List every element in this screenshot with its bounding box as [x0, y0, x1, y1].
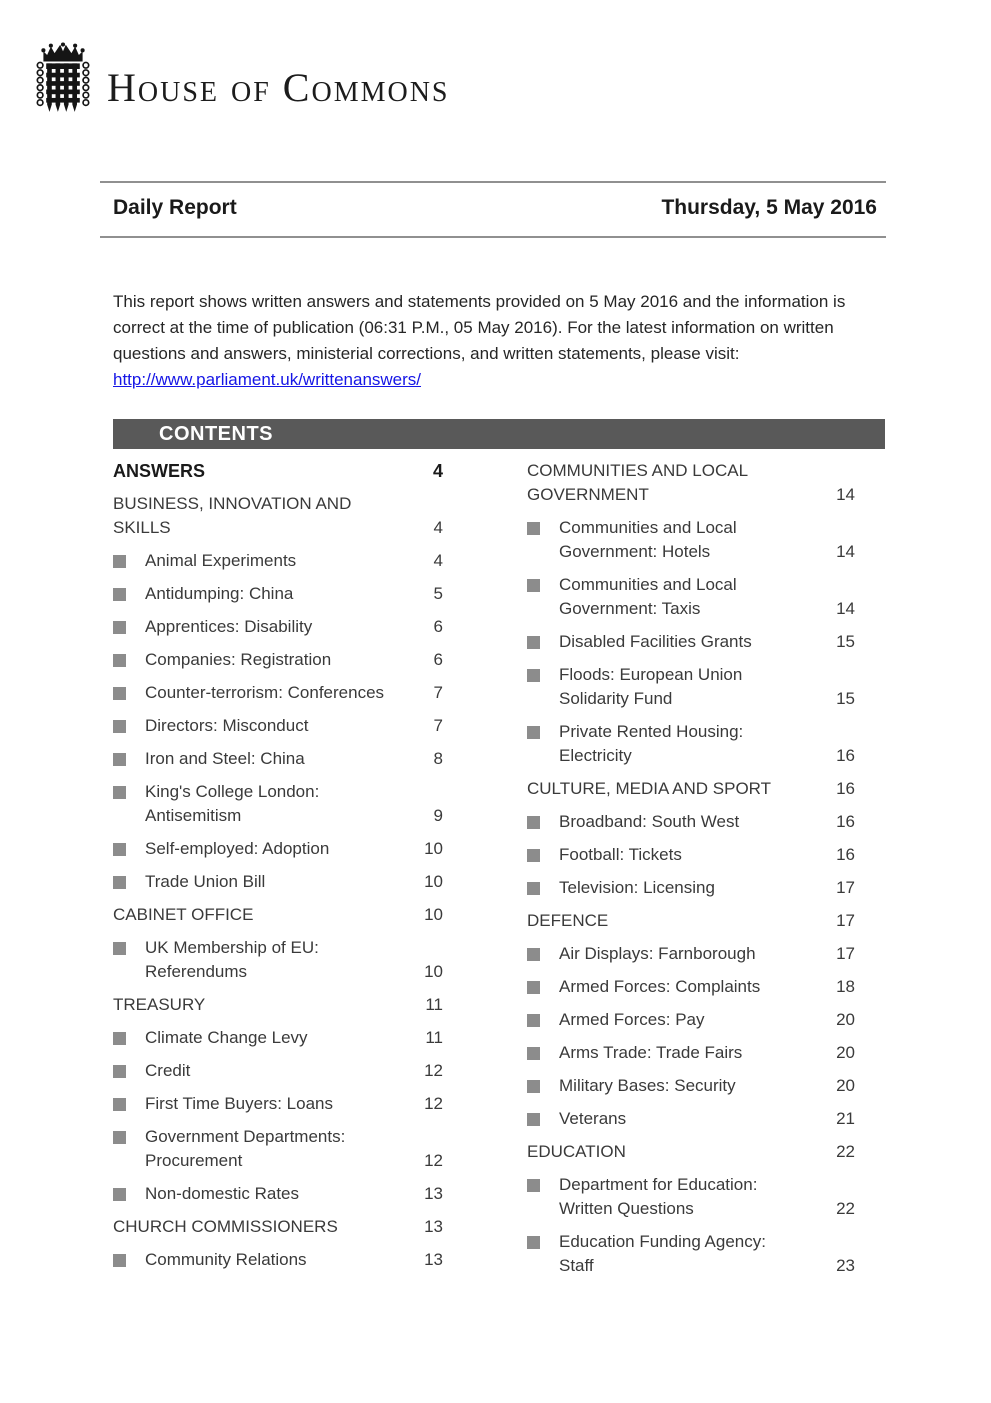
toc-entry[interactable] [113, 648, 443, 672]
toc-entry-label: Government Departments: Procurement [145, 1127, 346, 1170]
bullet-square-icon [527, 882, 540, 895]
toc-entry-page: 17 [836, 944, 855, 963]
toc-entry-label: EDUCATION [527, 1142, 626, 1161]
toc-entry[interactable] [527, 876, 855, 900]
toc-entry-label: Military Bases: Security [559, 1076, 736, 1095]
toc-entry[interactable] [527, 1074, 855, 1098]
toc-entry[interactable] [527, 1140, 855, 1164]
toc-entry[interactable] [113, 615, 443, 639]
bullet-square-icon [527, 1236, 540, 1249]
toc-column-left [113, 459, 443, 1287]
bullet-square-icon [113, 654, 126, 667]
toc-entry-label: King's College London: Antisemitism [145, 782, 320, 825]
toc-entry-page: 20 [836, 1043, 855, 1062]
toc-entry-page: 20 [836, 1010, 855, 1029]
toc-entry[interactable] [113, 1248, 443, 1272]
bullet-square-icon [113, 555, 126, 568]
toc-entry-label: Broadband: South West [559, 812, 740, 831]
toc-entry-page: 4 [433, 551, 443, 570]
toc-entry-label: Iron and Steel: China [145, 749, 305, 768]
toc-entry[interactable] [113, 549, 443, 573]
toc-entry-page: 5 [433, 584, 443, 603]
bullet-square-icon [527, 1014, 540, 1027]
toc-entry-page: 13 [424, 1250, 443, 1269]
toc-entry[interactable] [527, 1041, 855, 1065]
toc-entry[interactable] [113, 1125, 443, 1173]
toc-entry[interactable] [527, 942, 855, 966]
toc-entry[interactable] [113, 780, 443, 828]
toc-entry[interactable] [113, 1092, 443, 1116]
toc-entry-label: BUSINESS, INNOVATION AND SKILLS [113, 494, 352, 537]
bullet-square-icon [527, 948, 540, 961]
toc-entry-label: Apprentices: Disability [145, 617, 313, 636]
toc-entry[interactable] [113, 993, 443, 1017]
bullet-square-icon [113, 720, 126, 733]
toc-entry-label: ANSWERS [113, 461, 206, 481]
bullet-square-icon [113, 621, 126, 634]
toc-entry-page: 17 [836, 878, 855, 897]
bullet-square-icon [527, 981, 540, 994]
table-of-contents [113, 459, 855, 1287]
toc-entry-label: Television: Licensing [559, 878, 715, 897]
toc-column-right [527, 459, 855, 1287]
toc-entry-page: 16 [836, 746, 855, 765]
toc-entry-page: 7 [433, 683, 443, 702]
toc-entry-page: 23 [836, 1256, 855, 1275]
toc-entry-page: 18 [836, 977, 855, 996]
toc-entry[interactable] [527, 1230, 855, 1278]
toc-entry-page: 12 [424, 1094, 443, 1113]
toc-entry-label: CHURCH COMMISSIONERS [113, 1217, 338, 1236]
toc-entry-page: 12 [424, 1151, 443, 1170]
toc-entry-label: Self-employed: Adoption [145, 839, 330, 858]
toc-entry-label: Arms Trade: Trade Fairs [559, 1043, 743, 1062]
org-header [35, 42, 450, 129]
toc-entry[interactable] [113, 1215, 443, 1239]
bullet-square-icon [113, 1032, 126, 1045]
toc-entry-label: Football: Tickets [559, 845, 682, 864]
toc-entry-label: Department for Education: Written Questions [559, 1175, 758, 1218]
bullet-square-icon [113, 1098, 126, 1111]
toc-entry[interactable] [113, 1026, 443, 1050]
toc-entry[interactable] [527, 720, 855, 768]
toc-entry[interactable] [113, 870, 443, 894]
toc-entry-page: 14 [836, 599, 855, 618]
toc-entry-page: 22 [836, 1142, 855, 1161]
toc-entry-page: 4 [433, 518, 443, 537]
toc-entry-page: 6 [433, 617, 443, 636]
toc-entry-label: Climate Change Levy [145, 1028, 308, 1047]
toc-entry-page: 10 [424, 905, 443, 924]
toc-entry-page: 10 [424, 839, 443, 858]
bullet-square-icon [113, 942, 126, 955]
toc-entry-page: 8 [433, 749, 443, 768]
toc-entry-label: DEFENCE [527, 911, 609, 930]
bullet-square-icon [527, 1113, 540, 1126]
toc-entry[interactable] [527, 1008, 855, 1032]
toc-entry-page: 16 [836, 812, 855, 831]
toc-entry-page: 22 [836, 1199, 855, 1218]
toc-entry-page: 14 [836, 542, 855, 561]
toc-entry[interactable] [527, 777, 855, 801]
toc-entry-page: 7 [433, 716, 443, 735]
toc-entry-page: 14 [836, 485, 855, 504]
bullet-square-icon [113, 687, 126, 700]
org-name: House of Commons [107, 65, 450, 110]
toc-entry-page: 10 [424, 962, 443, 981]
toc-entry-page: 20 [836, 1076, 855, 1095]
toc-entry-label: Antidumping: China [145, 584, 294, 603]
toc-entry-label: Animal Experiments [145, 551, 297, 570]
toc-entry-page: 15 [836, 632, 855, 651]
toc-entry-label: Education Funding Agency: Staff [559, 1232, 766, 1275]
toc-entry[interactable] [113, 747, 443, 771]
toc-entry-page: 4 [432, 461, 443, 481]
toc-entry-page: 21 [836, 1109, 855, 1128]
toc-entry-label: Air Displays: Farnborough [559, 944, 756, 963]
toc-entry-label: Directors: Misconduct [145, 716, 309, 735]
toc-entry[interactable] [113, 492, 443, 540]
toc-entry-label: First Time Buyers: Loans [145, 1094, 334, 1113]
toc-entry-page: 12 [424, 1061, 443, 1080]
toc-entry[interactable] [113, 1059, 443, 1083]
toc-entry-label: Floods: European Union Solidarity Fund [559, 665, 743, 708]
toc-entry-page: 17 [836, 911, 855, 930]
toc-entry-label: CABINET OFFICE [113, 905, 254, 924]
toc-entry[interactable] [527, 843, 855, 867]
bullet-square-icon [527, 522, 540, 535]
toc-entry-label: CULTURE, MEDIA AND SPORT [527, 779, 772, 798]
written-answers-link[interactable]: http://www.parliament.uk/writtenanswers/ [113, 370, 422, 389]
contents-header-bar [113, 419, 885, 449]
intro-paragraph [113, 289, 885, 393]
toc-entry[interactable] [527, 909, 855, 933]
toc-entry[interactable] [527, 459, 855, 507]
bullet-square-icon [527, 1179, 540, 1192]
toc-entry[interactable] [527, 573, 855, 621]
toc-entry-label: Credit [145, 1061, 191, 1080]
bullet-square-icon [527, 579, 540, 592]
bullet-square-icon [113, 876, 126, 889]
portcullis-crown-icon [35, 42, 91, 129]
toc-entry-page: 9 [433, 806, 443, 825]
bullet-square-icon [527, 636, 540, 649]
toc-entry-label: Veterans [559, 1109, 627, 1128]
toc-entry[interactable] [113, 936, 443, 984]
toc-entry-label: Trade Union Bill [145, 872, 266, 891]
bullet-square-icon [527, 669, 540, 682]
toc-entry[interactable] [113, 714, 443, 738]
toc-entry[interactable] [527, 663, 855, 711]
toc-entry-page: 11 [425, 1028, 443, 1047]
toc-entry[interactable] [113, 582, 443, 606]
bullet-square-icon [527, 1047, 540, 1060]
toc-entry-label: Private Rented Housing: Electricity [559, 722, 744, 765]
toc-entry-label: Armed Forces: Pay [559, 1010, 705, 1029]
toc-entry-label: Armed Forces: Complaints [559, 977, 761, 996]
bullet-square-icon [113, 1065, 126, 1078]
bullet-square-icon [113, 786, 126, 799]
toc-entry-label: Companies: Registration [145, 650, 332, 669]
toc-entry-label: Non-domestic Rates [145, 1184, 300, 1203]
toc-entry-page: 13 [424, 1184, 443, 1203]
toc-entry[interactable] [527, 810, 855, 834]
intro-text: This report shows written answers and statements provided on 5 May 2016 and the information is correct at the time of publication (06:31 P.M., 05 May 2016). For the latest information on written questions and answers, ministerial corrections, and written statements, please visit: [113, 292, 846, 363]
toc-entry-label: Communities and Local Government: Taxis [559, 575, 737, 618]
bullet-square-icon [527, 849, 540, 862]
toc-entry-label: Community Relations [145, 1250, 307, 1269]
bullet-square-icon [527, 726, 540, 739]
bullet-square-icon [113, 753, 126, 766]
report-title: Daily Report [113, 196, 237, 219]
contents-title: CONTENTS [159, 423, 273, 445]
toc-entry[interactable] [113, 681, 443, 705]
bullet-square-icon [113, 1254, 126, 1267]
toc-entry-label: UK Membership of EU: Referendums [145, 938, 319, 981]
toc-entry[interactable] [113, 1182, 443, 1206]
toc-entry-page: 6 [433, 650, 443, 669]
report-date: Thursday, 5 May 2016 [661, 196, 877, 219]
toc-entry[interactable] [527, 975, 855, 999]
toc-entry-label: TREASURY [113, 995, 206, 1014]
toc-entry-page: 13 [424, 1217, 443, 1236]
divider-bottom [100, 236, 886, 238]
divider-top [100, 181, 886, 183]
bullet-square-icon [113, 588, 126, 601]
toc-entry[interactable] [527, 1173, 855, 1221]
toc-entry-page: 11 [425, 995, 443, 1014]
toc-entry[interactable] [113, 837, 443, 861]
toc-entry-label: Communities and Local Government: Hotels [559, 518, 737, 561]
masthead [113, 196, 877, 220]
toc-entry[interactable] [527, 630, 855, 654]
toc-entry-label: COMMUNITIES AND LOCAL GOVERNMENT [527, 461, 749, 504]
toc-entry-page: 16 [836, 845, 855, 864]
toc-entry[interactable] [113, 459, 443, 483]
bullet-square-icon [113, 1188, 126, 1201]
toc-entry-label: Disabled Facilities Grants [559, 632, 752, 651]
toc-entry[interactable] [527, 516, 855, 564]
toc-entry[interactable] [113, 903, 443, 927]
bullet-square-icon [113, 843, 126, 856]
bullet-square-icon [113, 1131, 126, 1144]
toc-entry-label: Counter-terrorism: Conferences [145, 683, 385, 702]
toc-entry-page: 16 [836, 779, 855, 798]
toc-entry[interactable] [527, 1107, 855, 1131]
bullet-square-icon [527, 1080, 540, 1093]
bullet-square-icon [527, 816, 540, 829]
toc-entry-page: 10 [424, 872, 443, 891]
toc-entry-page: 15 [836, 689, 855, 708]
